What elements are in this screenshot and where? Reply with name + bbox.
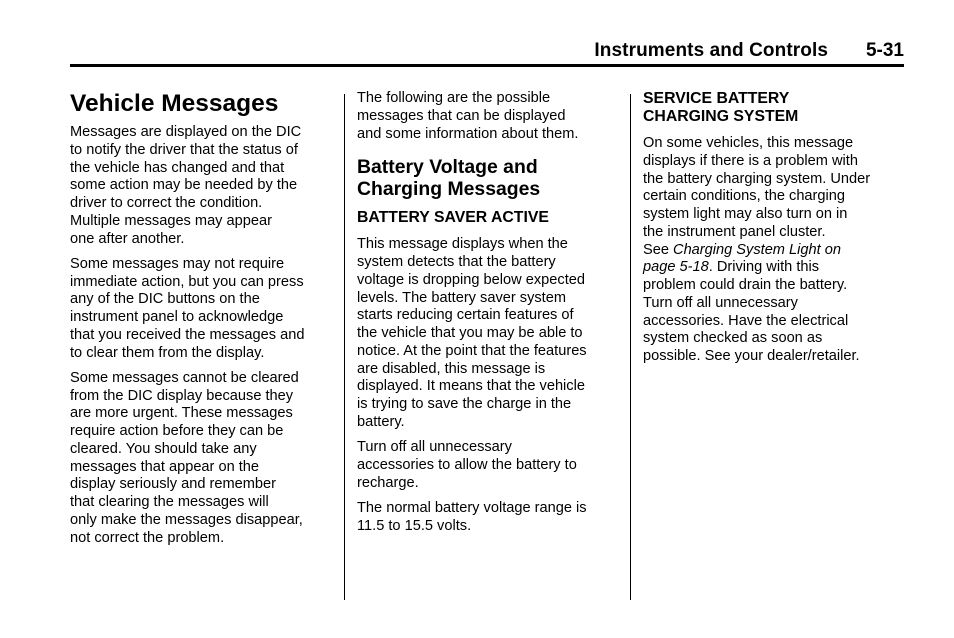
paragraph: Some messages cannot be cleared from the DIC display because they are more urgent. These messages require action before they can be cleared. You should take any messages that appear on the display seriously and remember that clearing the messages will only make the messages disappear, not correct the problem. (70, 369, 303, 546)
paragraph: On some vehicles, this message displays if there is a problem with the battery charging system. Under certain conditions, the charging system light may also turn on in the instrument panel cluster. See Charging System Light on page 5-18. Driving with this problem could drain the battery. Turn off all unnecessary accessories. Have the electrical system checked as soon as possible. See your dealer/retailer. (643, 135, 871, 364)
intro-paragraph: The following are the possible messages that can be displayed and some information about them. (357, 90, 579, 142)
column-divider (630, 94, 631, 600)
subsection-heading: Battery Voltage and Charging Messages (357, 156, 541, 201)
column-divider (344, 94, 345, 600)
page-heading: Vehicle Messages (70, 90, 279, 117)
cross-reference-page[interactable]: page 5-18 (643, 259, 709, 276)
column-1 (70, 90, 332, 555)
message-title: SERVICE BATTERY CHARGING SYSTEM (643, 90, 799, 125)
paragraph: This message displays when the system detects that the battery voltage is dropping below expected levels. The battery saver system starts reducing certain features of the vehicle that you may be able to notice. At the point that the features are disabled, this message is displayed. It means that the vehicle is trying to save the charge in the battery. (357, 236, 587, 430)
paragraph: Some messages may not require immediate action, but you can press any of the DIC buttons on the instrument panel to acknowledge that you received the messages and to clear them from the display. (70, 255, 305, 361)
message-title: BATTERY SAVER ACTIVE (357, 209, 549, 227)
page-header (70, 38, 904, 67)
paragraph: Messages are displayed on the DIC to notify the driver that the status of the vehicle has changed and that some action may be needed by the driver to correct the condition. Multiple messages may appear one after another. (70, 124, 302, 247)
paragraph: The normal battery voltage range is 11.5 to 15.5 volts. (357, 499, 587, 534)
paragraph: Turn off all unnecessary accessories to allow the battery to recharge. (357, 439, 577, 491)
page-number: 5-31 (865, 40, 904, 61)
column-2 (357, 90, 619, 543)
column-3 (643, 90, 905, 373)
section-title: Instruments and Controls (594, 40, 828, 61)
cross-reference-link[interactable]: Charging System Light on (673, 241, 841, 258)
